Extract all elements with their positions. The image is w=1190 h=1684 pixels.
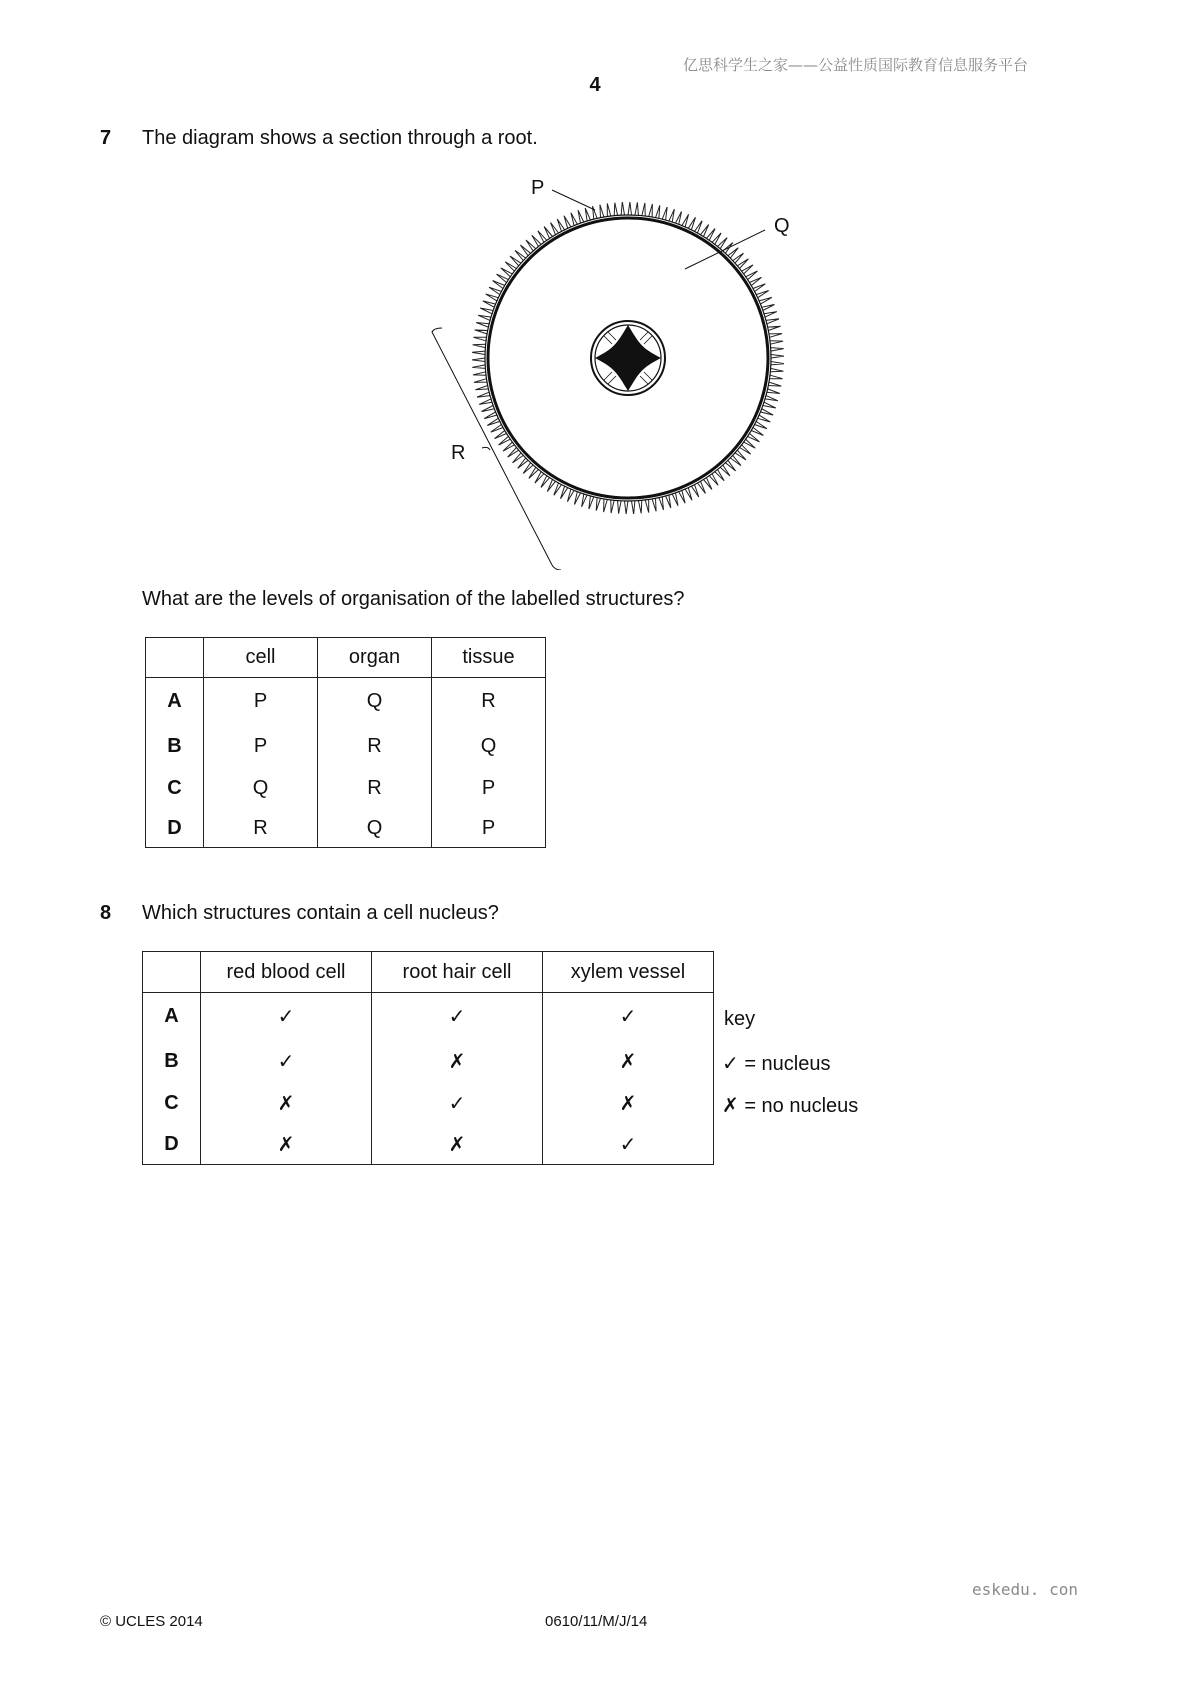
q7-header-blank: [146, 638, 204, 678]
q7-option-letter: A: [146, 678, 204, 726]
table-cell: R: [204, 810, 318, 848]
label-p: P: [531, 177, 545, 199]
table-row: [146, 678, 546, 726]
table-row: [146, 810, 546, 848]
table-row: [146, 726, 546, 768]
footer-watermark: eskedu. con: [972, 1580, 1078, 1599]
table-cell: ✓: [201, 1041, 372, 1083]
label-r: R: [451, 442, 466, 464]
q8-header-root-hair-cell: root hair cell: [372, 952, 543, 993]
table-cell: ✗: [543, 1083, 714, 1125]
q8-option-letter: A: [143, 993, 201, 1041]
table-row: [146, 768, 546, 810]
q7-option-letter: B: [146, 726, 204, 768]
table-cell: P: [204, 678, 318, 726]
table-cell: Q: [204, 768, 318, 810]
table-cell: ✗: [372, 1041, 543, 1083]
table-row: [143, 1041, 714, 1083]
table-cell: R: [318, 726, 432, 768]
q8-option-letter: C: [143, 1083, 201, 1125]
root-section-diagram: [390, 170, 810, 570]
table-cell: ✗: [201, 1125, 372, 1165]
table-cell: ✗: [372, 1125, 543, 1165]
table-cell: ✓: [543, 1125, 714, 1165]
table-row: [143, 993, 714, 1041]
table-cell: ✓: [201, 993, 372, 1041]
footer-copyright: © UCLES 2014: [100, 1613, 203, 1630]
q8-header-xylem-vessel: xylem vessel: [543, 952, 714, 993]
vascular-tissue: [591, 321, 665, 395]
table-cell: P: [432, 768, 546, 810]
key-title: key: [724, 1008, 756, 1030]
table-cell: ✗: [543, 1041, 714, 1083]
question-8-table: [142, 951, 714, 1165]
table-cell: R: [432, 678, 546, 726]
key-cross: ✗ = no nucleus: [722, 1095, 859, 1117]
table-cell: R: [318, 768, 432, 810]
key-tick: ✓ = nucleus: [722, 1053, 831, 1075]
table-row: [143, 1125, 714, 1165]
q8-header-blank: [143, 952, 201, 993]
question-8-text: Which structures contain a cell nucleus?: [142, 902, 499, 924]
q8-option-letter: D: [143, 1125, 201, 1165]
table-cell: ✓: [372, 993, 543, 1041]
q8-option-letter: B: [143, 1041, 201, 1083]
table-cell: Q: [318, 810, 432, 848]
page-number: 4: [589, 74, 601, 96]
question-7-number: 7: [100, 127, 112, 149]
q7-header-organ: organ: [318, 638, 432, 678]
question-7-text: The diagram shows a section through a root.: [142, 127, 538, 149]
q7-option-letter: D: [146, 810, 204, 848]
table-cell: ✓: [543, 993, 714, 1041]
table-cell: Q: [318, 678, 432, 726]
header-watermark: 亿思科学生之家——公益性质国际教育信息服务平台: [683, 56, 1029, 74]
table-cell: P: [204, 726, 318, 768]
q7-header-cell: cell: [204, 638, 318, 678]
q8-header-red-blood-cell: red blood cell: [201, 952, 372, 993]
table-cell: ✓: [372, 1083, 543, 1125]
question-7-prompt: What are the levels of organisation of the labelled structures?: [142, 588, 685, 610]
label-q: Q: [774, 215, 790, 237]
footer-code: 0610/11/M/J/14: [545, 1613, 648, 1630]
q7-header-tissue: tissue: [432, 638, 546, 678]
table-cell: P: [432, 810, 546, 848]
question-7-table: [145, 637, 546, 848]
table-cell: Q: [432, 726, 546, 768]
question-8-number: 8: [100, 902, 112, 924]
q7-option-letter: C: [146, 768, 204, 810]
table-row: [143, 1083, 714, 1125]
table-cell: ✗: [201, 1083, 372, 1125]
